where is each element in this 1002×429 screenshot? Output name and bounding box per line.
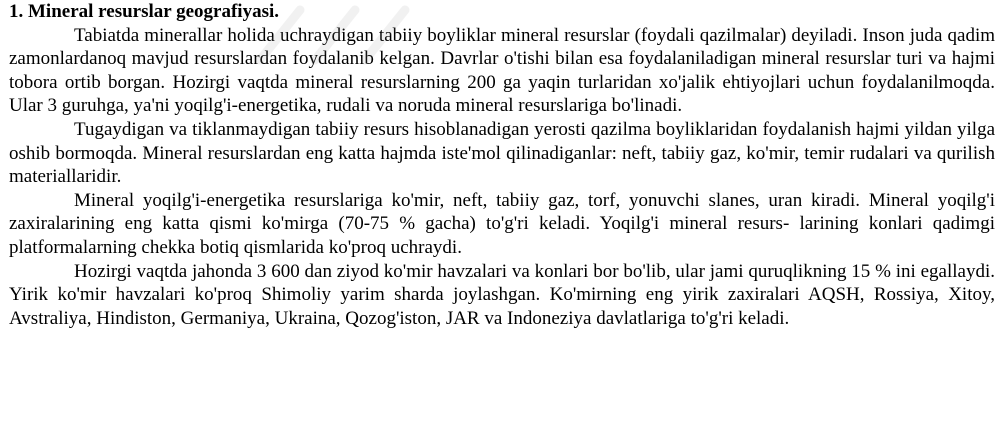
paragraph-2: Tugaydigan va tiklanmaydigan tabiiy resurs hisoblanadigan yerosti qazilma boyliklaridan foydalanish hajmi yildan yilga oshib bormoqda. Mineral resurslardan eng katta hajmda iste'mol qilinadiganlar: neft, tabiiy gaz, ko'mir, temir rudalari va qurilish materiallaridir. bbox=[9, 118, 995, 188]
paragraph-1: Tabiatda minerallar holida uchraydigan tabiiy boyliklar mineral resurslar (foydali qazilmalar) deyiladi. Inson juda qadim zamonlardanoq mavjud resurslardan foydalanib kelgan. Davrlar o'tishi bilan esa foydalaniladigan mineral resurslar turi va hajmi tobora ortib borgan. Hozirgi vaqtda mineral resurslarning 200 ga yaqin turlaridan xo'jalik ehtiyojlari uchun foydalanilmoqda. Ular 3 guruhga, ya'ni yoqilg'i-energetika, rudali va noruda mineral resurslariga bo'linadi. bbox=[9, 24, 995, 117]
section-heading: 1. Mineral resurslar geografiyasi. bbox=[9, 1, 279, 22]
document-page bbox=[9, 0, 995, 330]
paragraph-4: Hozirgi vaqtda jahonda 3 600 dan ziyod ko'mir havzalari va konlari bor bo'lib, ular jami quruqlikning 15 % ini egallaydi. Yirik ko'mir havzalari ko'proq Shimoliy yarim sharda joylashgan. Ko'mirning eng yirik zaxiralari AQSH, Rossiya, Xitoy, Avstraliya, Hindiston, Germaniya, Ukraina, Qozog'iston, JAR va Indoneziya davlatlariga to'g'ri keladi. bbox=[9, 260, 995, 329]
paragraph-3: Mineral yoqilg'i-energetika resurslariga ko'mir, neft, tabiiy gaz, torf, yonuvchi slanes, uran kiradi. Mineral yoqilg'i zaxiralarining eng katta qismi ko'mirga (70-75 % gacha) to'g'ri keladi. Yoqilg'i mineral resurs- larining konlari qadimgi platformalarning chekka botiq qismlarida ko'proq uchraydi. bbox=[9, 189, 995, 258]
